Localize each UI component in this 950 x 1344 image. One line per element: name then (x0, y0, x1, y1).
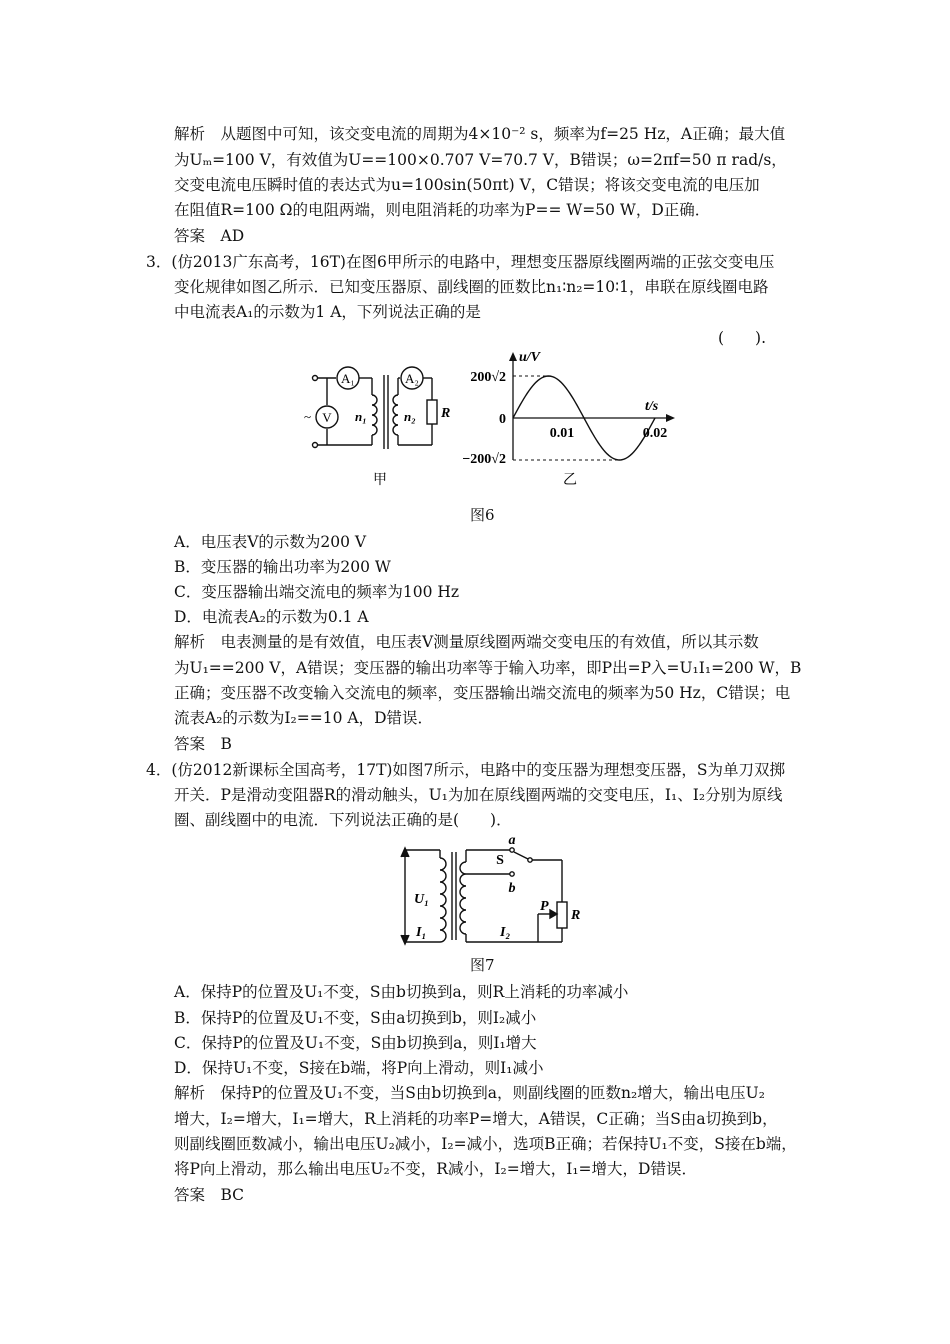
q3-analysis-line-4: 流表A₂的示数为I₂==10 A，D错误． (174, 709, 433, 727)
q2-analysis-line-4: 在阻值R=100 Ω的电阻两端，则电阻消耗的功率为P== W=50 W，D正确． (174, 201, 711, 219)
q3-stem-line-2: 变化规律如图乙所示．已知变压器原、副线圈的匝数比n₁∶n₂=10∶1，串联在原线圈电路 (174, 278, 769, 296)
tap-a-label: a (508, 833, 516, 848)
q2-analysis-line-3: 交变电流电压瞬时值的表达式为u=100sin(50πt) V，C错误；将该交变电流的电压加 (174, 176, 760, 194)
q4-stem-line-2: 开关．P是滑动变阻器R的滑动触头，U₁为加在原线圈两端的交变电压，I₁、I₂分别为原线 (174, 786, 783, 804)
q4-option-c: C．保持P的位置及U₁不变，S由b切换到a，则I₁增大 (174, 1034, 537, 1052)
n1-label: n₁ (355, 409, 367, 424)
q4-option-d: D．保持U₁不变，S接在b端，将P向上滑动，则I₁减小 (174, 1059, 544, 1077)
zero-tick-label: 0 (499, 412, 506, 427)
q4-analysis-line-2: 增大，I₂=增大，I₁=增大，R上消耗的功率P=增大，A错误，C正确；当S由a切换到b， (174, 1110, 778, 1128)
q3-analysis-line-3: 正确；变压器不改变输入交流电的频率，变压器输出端交流电的频率为50 Hz，C错误；电 (174, 684, 791, 702)
q2-analysis-line-1: 解析 从题图中可知，该交变电流的周期为4×10⁻² s，频率为f=25 Hz，A正确；最大值 (174, 125, 786, 143)
voltmeter-label: V (322, 410, 332, 425)
slider-p-label: P (540, 899, 549, 914)
q3-option-a: A．电压表V的示数为200 V (174, 533, 367, 551)
q4-answer: 答案 BC (174, 1186, 245, 1204)
x-axis-arrow (666, 414, 675, 422)
q3-stem-line-1: 3．(仿2013广东高考，16T)在图6甲所示的电路中，理想变压器原线圈两端的正弦交变电压 (146, 253, 775, 271)
q4-option-b: B．保持P的位置及U₁不变，S由a切换到b，则I₂减小 (174, 1009, 537, 1027)
q3-stem-line-3: 中电流表A₁的示数为1 A，下列说法正确的是 (174, 303, 481, 321)
figure-6 (300, 345, 690, 495)
q3-option-b: B．变压器的输出功率为200 W (174, 558, 391, 576)
tap-b-label: b (508, 881, 516, 896)
q4-analysis-line-3: 则副线圈匝数减小，输出电压U₂减小，I₂=减小，选项B正确；若保持U₁不变，S接在b端， (174, 1135, 797, 1153)
graph-yi (462, 350, 675, 467)
x-tick-0.02: 0.02 (642, 426, 668, 441)
figure-7 (390, 830, 600, 950)
u1-label: U₁ (414, 892, 429, 907)
q3-answer-bracket: ( ). (718, 329, 767, 347)
q3-analysis-line-2: 为U₁==200 V，A错误；变压器的输出功率等于输入功率，即P出=P入=U₁I₁=200 W，B (174, 659, 802, 677)
primary-coil (440, 858, 446, 942)
ammeter-a1-label: A₁ (341, 371, 355, 386)
n2-label: n₂ (404, 409, 416, 424)
q3-option-c: C．变压器输出端交流电的频率为100 Hz (174, 583, 460, 601)
caption-jia: 甲 (373, 472, 387, 488)
q2-analysis-line-2: 为Uₘ=100 V，有效值为U==100×0.707 V=70.7 V，B错误；ω=2πf=50 π rad/s， (174, 151, 787, 169)
q2-answer: 答案 AD (174, 227, 245, 245)
y-axis-label: u/V (519, 350, 541, 365)
rheostat-r-label: R (571, 908, 581, 923)
x-tick-0.01: 0.01 (549, 426, 575, 441)
i2-label: I₂ (500, 925, 511, 940)
secondary-coil (460, 862, 466, 934)
rheostat-symbol (557, 902, 567, 928)
figure-7-caption: 图7 (470, 956, 495, 974)
caption-yi: 乙 (563, 472, 577, 488)
q4-analysis-line-4: 将P向上滑动，那么输出电压U₂不变，R减小，I₂=增大，I₁=增大，D错误． (174, 1160, 697, 1178)
switch-s-label: S (496, 853, 504, 868)
resistor-label: R (441, 406, 451, 421)
ymin-tick-label: −200√2 (462, 452, 506, 467)
figure-6-caption: 图6 (470, 506, 495, 524)
q3-answer: 答案 B (174, 735, 232, 753)
i1-label: I₁ (416, 925, 427, 940)
resistor-symbol (427, 400, 437, 424)
ymax-tick-label: 200√2 (470, 370, 506, 385)
ac-source-label: ~ (304, 409, 312, 424)
ammeter-a2-label: A₂ (405, 371, 419, 386)
q3-option-d: D．电流表A₂的示数为0.1 A (174, 608, 369, 626)
q4-option-a: A．保持P的位置及U₁不变，S由b切换到a，则R上消耗的功率减小 (174, 983, 629, 1001)
q4-stem-line-3: 圈、副线圈中的电流．下列说法正确的是( )． (174, 811, 512, 829)
q4-stem-line-1: 4．(仿2012新课标全国高考，17T)如图7所示，电路中的变压器为理想变压器，S为单刀双掷 (146, 761, 785, 779)
q3-analysis-line-1: 解析 电表测量的是有效值，电压表V测量原线圈两端交变电压的有效值，所以其示数 (174, 633, 759, 651)
q4-analysis-line-1: 解析 保持P的位置及U₁不变，当S由b切换到a，则副线圈的匝数n₂增大，输出电压U₂ (174, 1084, 765, 1102)
x-axis-label: t/s (645, 399, 659, 414)
y-axis-arrow (509, 352, 517, 361)
